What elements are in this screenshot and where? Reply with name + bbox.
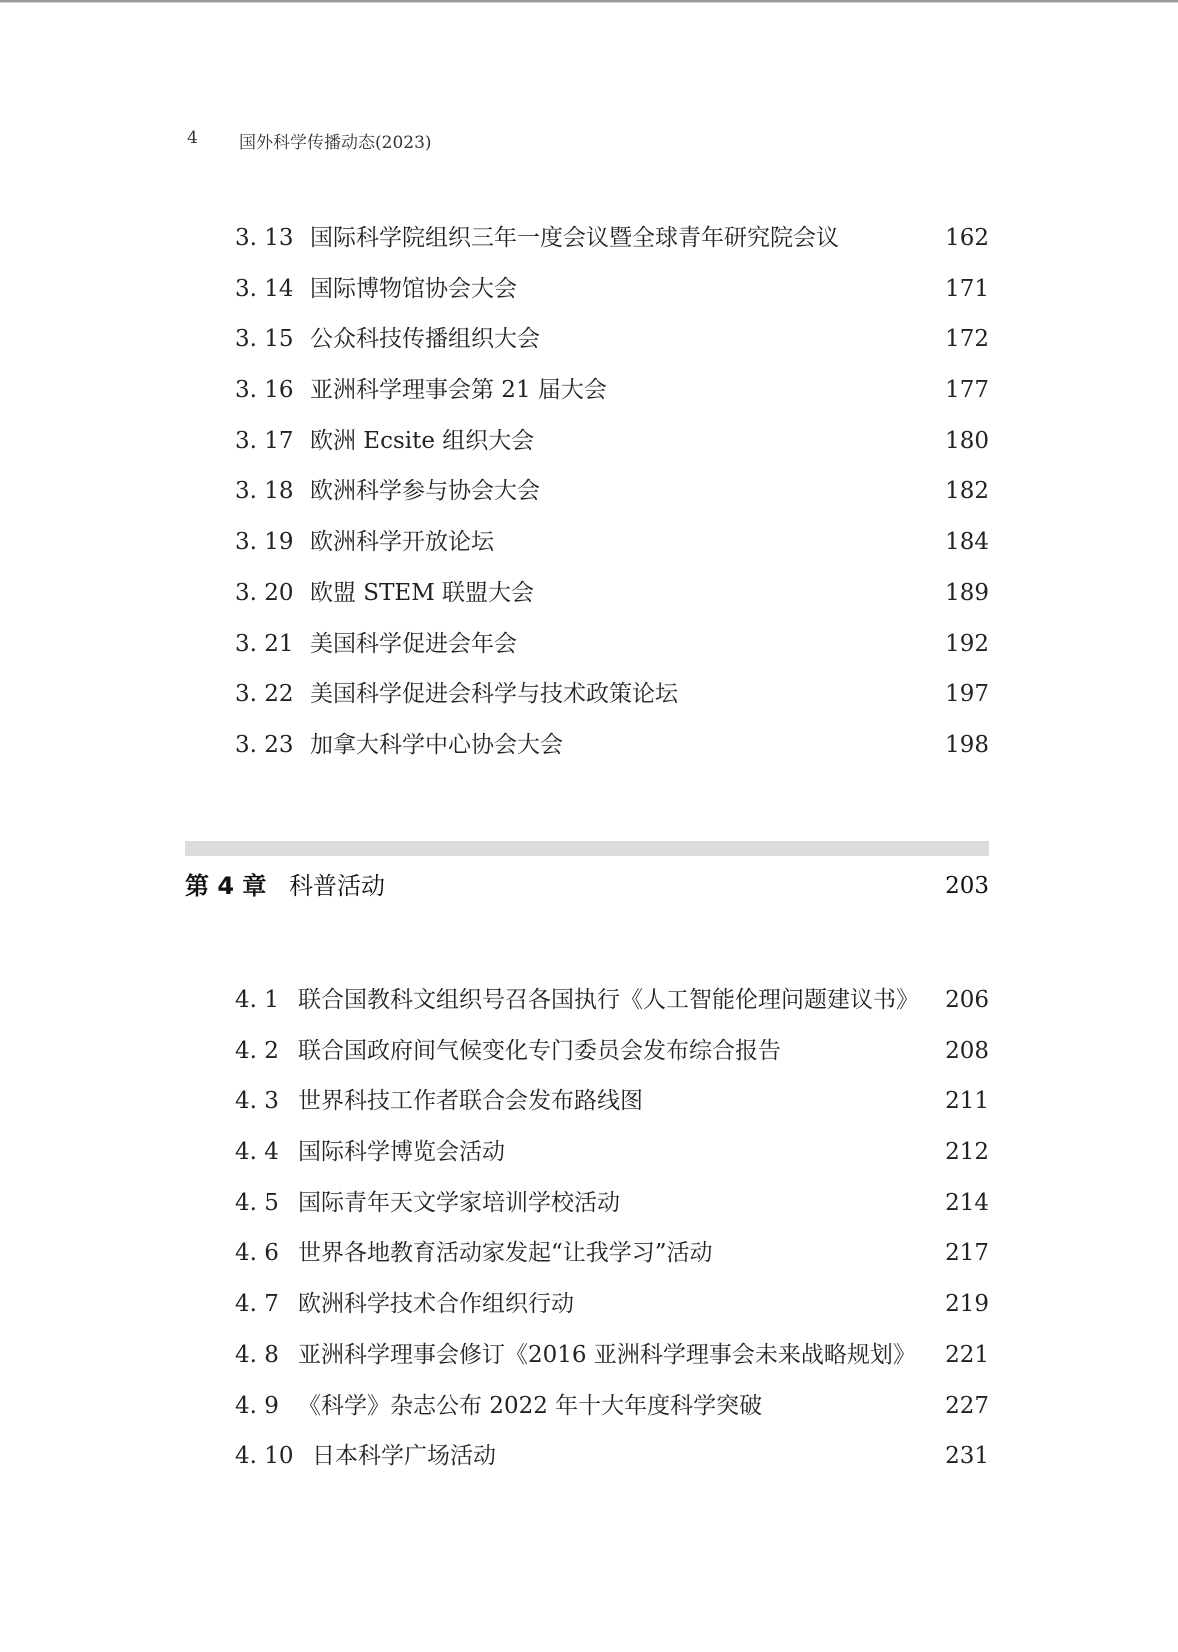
toc-entry-page: 198 [945, 731, 989, 758]
toc-entry-page: 206 [945, 987, 989, 1013]
toc-entry-page: 171 [945, 275, 989, 302]
chapter-page: 203 [945, 873, 989, 899]
toc-entry[interactable] [235, 421, 989, 472]
toc-entry-number: 3. 13 [235, 225, 294, 251]
toc-entry-number: 4. 9 [235, 1392, 279, 1419]
toc-entry[interactable] [235, 573, 989, 624]
toc-entry-number: 3. 18 [235, 478, 294, 505]
toc-entry-number: 3. 16 [235, 377, 294, 404]
toc-entry-title: 亚洲科学理事会第 21 届大会 [310, 377, 607, 404]
toc-entry[interactable] [235, 980, 989, 1031]
toc-entry-page: 189 [945, 579, 989, 606]
toc-entry-number: 3. 19 [235, 529, 294, 556]
toc-entry[interactable] [235, 725, 989, 776]
toc-entry-title: 国际科学博览会活动 [298, 1139, 505, 1166]
toc-entry[interactable] [235, 1183, 989, 1234]
toc-entry-title: 世界各地教育活动家发起“让我学习”活动 [298, 1240, 713, 1267]
toc-entry-title: 国际博物馆协会大会 [310, 275, 517, 302]
toc-entry-page: 231 [945, 1443, 989, 1470]
toc-entry-number: 3. 23 [235, 731, 294, 758]
toc-entry-title: 欧盟 STEM 联盟大会 [310, 579, 535, 606]
toc-entry-number: 4. 8 [235, 1341, 279, 1368]
toc-entry-number: 4. 1 [235, 987, 279, 1013]
toc-entry-page: 219 [945, 1291, 989, 1318]
toc-chapter-4-list [235, 980, 989, 1487]
toc-entry-page: 212 [945, 1139, 989, 1166]
toc-entry-page: 221 [945, 1341, 989, 1368]
toc-entry-page: 180 [945, 427, 989, 454]
toc-entry-title: 公众科技传播组织大会 [310, 326, 540, 353]
toc-entry[interactable] [235, 1081, 989, 1132]
toc-entry-number: 3. 14 [235, 275, 294, 302]
toc-entry[interactable] [235, 1436, 989, 1487]
toc-entry-title: 美国科学促进会科学与技术政策论坛 [310, 681, 678, 708]
toc-entry-title: 国际青年天文学家培训学校活动 [298, 1189, 620, 1216]
toc-entry-page: 184 [945, 529, 989, 556]
toc-entry-title: 亚洲科学理事会修订《2016 亚洲科学理事会未来战略规划》 [298, 1341, 916, 1368]
chapter-4-heading[interactable] [185, 866, 989, 906]
toc-entry-title: 国际科学院组织三年一度会议暨全球青年研究院会议 [310, 225, 839, 251]
toc-entry-page: 162 [945, 225, 989, 251]
header-page-number: 4 [187, 128, 198, 148]
toc-entry-number: 4. 4 [235, 1139, 279, 1166]
toc-entry[interactable] [235, 471, 989, 522]
toc-entry-title: 《科学》杂志公布 2022 年十大年度科学突破 [298, 1392, 763, 1419]
toc-entry-number: 3. 21 [235, 630, 294, 657]
toc-entry-number: 4. 3 [235, 1088, 279, 1115]
toc-entry[interactable] [235, 1233, 989, 1284]
toc-entry-page: 177 [945, 377, 989, 404]
toc-entry[interactable] [235, 1031, 989, 1082]
toc-entry-number: 4. 10 [235, 1443, 294, 1470]
header-book-title: 国外科学传播动态(2023) [239, 133, 432, 153]
toc-section-3-list [235, 218, 989, 776]
toc-entry-page: 182 [945, 478, 989, 505]
toc-entry-page: 197 [945, 681, 989, 708]
toc-entry-number: 4. 2 [235, 1037, 279, 1064]
toc-entry-page: 208 [945, 1037, 989, 1064]
toc-entry[interactable] [235, 319, 989, 370]
toc-entry[interactable] [235, 522, 989, 573]
toc-entry[interactable] [235, 1335, 989, 1386]
toc-entry-title: 美国科学促进会年会 [310, 630, 517, 657]
toc-entry-title: 日本科学广场活动 [312, 1443, 496, 1470]
toc-entry-title: 加拿大科学中心协会大会 [310, 731, 563, 758]
toc-entry[interactable] [235, 624, 989, 675]
toc-entry-title: 世界科技工作者联合会发布路线图 [298, 1088, 643, 1115]
toc-entry[interactable] [235, 269, 989, 320]
chapter-label: 第 4 章 [185, 872, 267, 900]
chapter-divider-bar [185, 841, 989, 856]
toc-entry-number: 4. 5 [235, 1189, 279, 1216]
toc-entry[interactable] [235, 370, 989, 421]
chapter-name: 科普活动 [289, 872, 385, 900]
toc-entry[interactable] [235, 1132, 989, 1183]
toc-entry-title: 欧洲科学参与协会大会 [310, 478, 540, 505]
toc-entry-page: 192 [945, 630, 989, 657]
toc-entry[interactable] [235, 218, 989, 269]
toc-entry-number: 4. 6 [235, 1240, 279, 1267]
toc-entry-title: 欧洲 Ecsite 组织大会 [310, 427, 535, 454]
toc-entry-number: 3. 20 [235, 579, 294, 606]
toc-entry-title: 联合国教科文组织号召各国执行《人工智能伦理问题建议书》 [298, 987, 919, 1013]
toc-entry-page: 214 [945, 1189, 989, 1216]
toc-entry[interactable] [235, 1386, 989, 1437]
page-top-border-inner [0, 2, 1178, 3]
toc-entry-number: 4. 7 [235, 1291, 279, 1318]
toc-entry-page: 172 [945, 326, 989, 353]
toc-entry-page: 227 [945, 1392, 989, 1419]
toc-entry-title: 联合国政府间气候变化专门委员会发布综合报告 [298, 1037, 781, 1064]
toc-entry-number: 3. 17 [235, 427, 294, 454]
toc-entry[interactable] [235, 1284, 989, 1335]
toc-entry-page: 211 [945, 1088, 989, 1115]
toc-entry-number: 3. 22 [235, 681, 294, 708]
toc-entry-title: 欧洲科学开放论坛 [310, 529, 494, 556]
toc-entry-title: 欧洲科学技术合作组织行动 [298, 1291, 574, 1318]
toc-entry-page: 217 [945, 1240, 989, 1267]
toc-entry-number: 3. 15 [235, 326, 294, 353]
toc-entry[interactable] [235, 674, 989, 725]
